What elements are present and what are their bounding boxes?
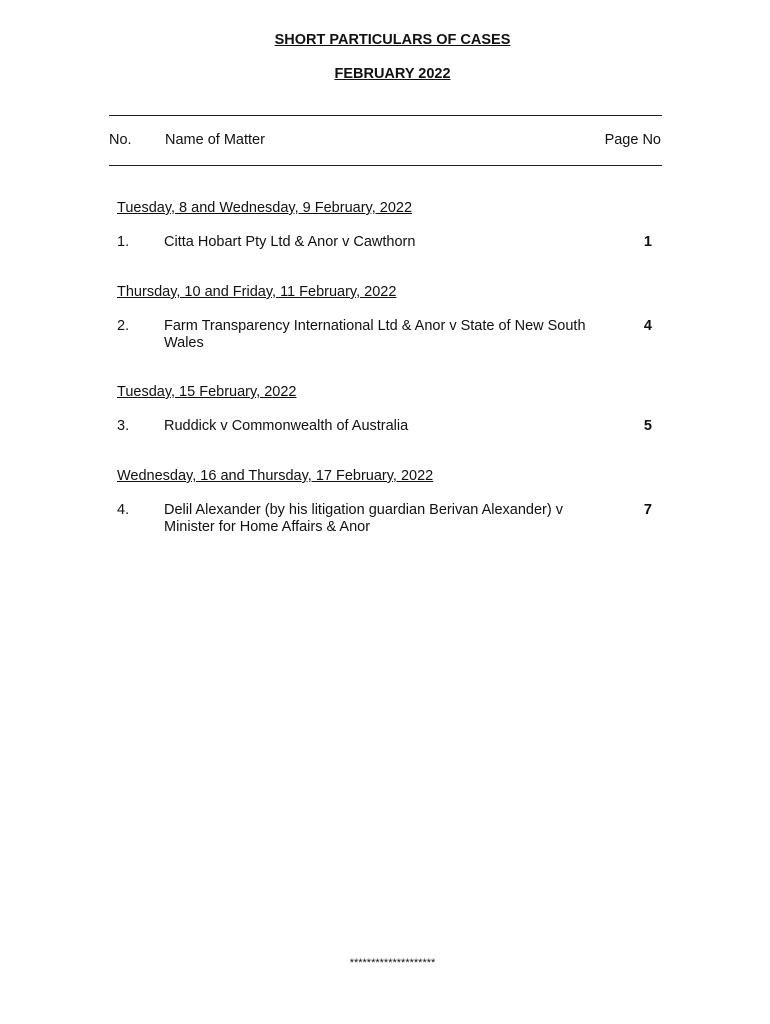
case-number: 1. bbox=[117, 234, 130, 250]
case-number: 2. bbox=[117, 318, 130, 334]
case-name: Citta Hobart Pty Ltd & Anor v Cawthorn bbox=[164, 234, 416, 250]
column-header-page: Page No bbox=[604, 132, 661, 148]
header-top-rule bbox=[109, 115, 662, 116]
section-heading: Tuesday, 8 and Wednesday, 9 February, 2022 bbox=[117, 200, 413, 216]
footer-asterisks: ******************** bbox=[349, 957, 436, 969]
case-name: Delil Alexander (by his litigation guardian Berivan Alexander) v Minister for Home Affairs & Anor bbox=[164, 502, 563, 535]
header-bottom-rule bbox=[109, 165, 662, 166]
case-page-number: 7 bbox=[643, 502, 652, 518]
case-page-number: 5 bbox=[643, 418, 652, 434]
case-page-number: 1 bbox=[643, 234, 652, 250]
case-number: 3. bbox=[117, 418, 130, 434]
case-page-number: 4 bbox=[643, 318, 652, 334]
section-heading: Wednesday, 16 and Thursday, 17 February, 2022 bbox=[117, 468, 434, 484]
case-name: Farm Transparency International Ltd & Anor v State of New South Wales bbox=[164, 318, 586, 351]
section-heading: Thursday, 10 and Friday, 11 February, 2022 bbox=[117, 284, 397, 300]
column-header-name: Name of Matter bbox=[165, 132, 265, 148]
case-name: Ruddick v Commonwealth of Australia bbox=[164, 418, 409, 434]
case-number: 4. bbox=[117, 502, 130, 518]
column-header-no: No. bbox=[109, 132, 132, 148]
document-title: SHORT PARTICULARS OF CASES bbox=[274, 32, 511, 48]
document-subtitle: FEBRUARY 2022 bbox=[334, 66, 451, 82]
section-heading: Tuesday, 15 February, 2022 bbox=[117, 384, 297, 400]
